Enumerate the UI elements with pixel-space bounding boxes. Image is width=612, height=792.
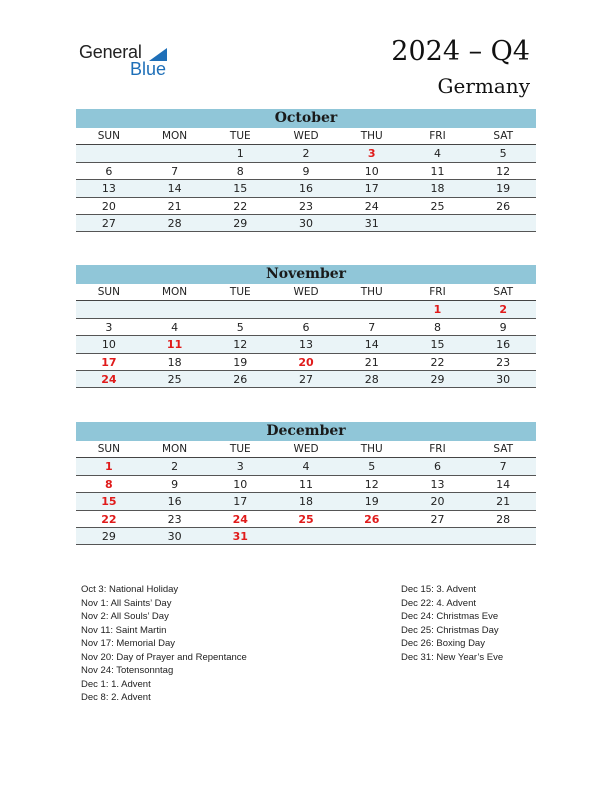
weekday-label: MON [161,286,188,298]
day-cell: 7 [499,460,507,474]
weekday-label: MON [161,130,188,142]
weekday-label: WED [293,443,319,455]
day-cell: 29 [233,216,248,230]
week-row [76,319,536,336]
day-cell: 3 [105,320,113,334]
day-cell: 26 [496,199,511,213]
holiday-note: Nov 11: Saint Martin [81,624,167,636]
day-cell [273,301,339,317]
day-cell: 2 [171,460,179,474]
day-cell: 24 [364,199,379,213]
week-row [76,198,536,215]
month-december [76,422,536,545]
day-cell [207,301,273,317]
day-cell: 5 [236,320,244,334]
day-cell: 7 [368,320,376,334]
week-row [76,336,536,353]
day-cell: 30 [496,372,511,386]
week-row [76,163,536,180]
generalblue-logo [79,42,179,82]
day-cell: 15 [233,182,248,196]
holiday-day-cell: 25 [298,512,314,526]
day-cell: 18 [299,495,314,509]
day-cell: 27 [430,512,445,526]
day-cell: 12 [364,477,379,491]
day-cell [339,528,405,544]
day-cell: 30 [299,216,314,230]
day-cell: 5 [368,460,376,474]
day-cell: 11 [430,164,445,178]
day-cell: 19 [496,182,511,196]
day-cell: 9 [302,164,310,178]
weekday-label: FRI [429,286,446,298]
day-cell: 10 [364,164,379,178]
holiday-note: Nov 2: All Souls’ Day [81,611,169,622]
country-name: Germany [437,74,530,98]
day-cell: 7 [171,164,179,178]
day-cell: 6 [302,320,310,334]
weekday-label: FRI [429,130,446,142]
week-row [76,215,536,232]
holiday-note: Dec 1: 1. Advent [81,678,151,690]
day-cell: 25 [430,199,445,213]
day-cell: 4 [302,460,310,474]
day-cell: 13 [430,477,445,491]
holiday-note: Dec 26: Boxing Day [401,638,485,649]
holiday-note: Nov 17: Memorial Day [81,638,175,649]
day-cell: 12 [496,164,511,178]
month-october [76,109,536,232]
day-cell [142,301,208,317]
day-cell [76,301,142,317]
day-cell: 16 [496,338,511,352]
day-cell: 21 [167,199,182,213]
weekday-label: MON [161,443,188,455]
holiday-note: Nov 1: All Saints’ Day [81,597,172,609]
weekday-label: SAT [493,130,513,142]
week-row [76,371,536,388]
holiday-day-cell: 17 [101,355,117,369]
day-cell: 14 [167,182,182,196]
day-cell: 1 [236,147,244,161]
weekday-label: TUE [229,130,251,142]
day-cell: 20 [101,199,116,213]
weekday-label: THU [360,286,383,298]
day-cell [405,528,471,544]
week-row [76,476,536,493]
day-cell: 4 [433,147,441,161]
week-row [76,301,536,318]
weekday-label: SAT [493,286,513,298]
day-cell: 21 [364,355,379,369]
weekday-label: SUN [97,443,120,455]
day-cell: 26 [233,372,248,386]
day-cell: 22 [430,355,445,369]
weekday-label: THU [360,130,383,142]
day-cell: 16 [299,182,314,196]
holiday-day-cell: 3 [367,147,376,161]
day-cell: 17 [364,182,379,196]
day-cell [405,215,471,231]
day-cell: 23 [496,355,511,369]
holiday-day-cell: 20 [298,355,314,369]
day-cell: 27 [299,372,314,386]
holiday-note: Oct 3: National Holiday [81,584,179,595]
holiday-day-cell: 22 [101,512,117,526]
holiday-note: Dec 31: New Year’s Eve [401,651,504,663]
day-cell [76,145,142,161]
week-row [76,180,536,197]
day-cell: 19 [364,495,379,509]
holiday-day-cell: 24 [101,372,117,386]
weekday-label: SUN [97,286,120,298]
day-cell: 6 [105,164,113,178]
month-title: November [76,265,536,284]
weekday-label: SUN [97,130,120,142]
day-cell: 9 [171,477,179,491]
day-cell: 10 [233,477,248,491]
day-cell [273,528,339,544]
day-cell: 9 [499,320,507,334]
holiday-day-cell: 31 [232,529,248,543]
week-row [76,511,536,528]
holiday-day-cell: 26 [364,512,380,526]
holiday-notes-left [81,583,247,705]
weekday-label: TUE [229,443,251,455]
day-cell: 17 [233,495,248,509]
day-cell: 31 [364,216,379,230]
day-cell: 20 [430,495,445,509]
day-cell: 14 [364,338,379,352]
day-cell: 8 [433,320,441,334]
day-cell: 23 [299,199,314,213]
day-cell: 30 [167,529,182,543]
month-november [76,265,536,388]
day-cell: 6 [433,460,441,474]
day-cell: 2 [302,147,310,161]
holiday-note: Dec 15: 3. Advent [401,584,476,595]
week-row [76,458,536,475]
day-cell: 22 [233,199,248,213]
day-cell: 29 [101,529,116,543]
weekday-label: WED [293,130,319,142]
holiday-day-cell: 8 [105,477,113,491]
weekday-label: THU [360,443,383,455]
day-cell: 13 [299,338,314,352]
day-cell: 10 [101,338,116,352]
weekday-header-row [76,441,536,458]
day-cell: 16 [167,495,182,509]
week-row [76,493,536,510]
day-cell: 8 [236,164,244,178]
holiday-note: Nov 20: Day of Prayer and Repentance [81,651,247,663]
weekday-header-row [76,128,536,145]
week-row [76,145,536,162]
day-cell: 28 [364,372,379,386]
holiday-day-cell: 1 [433,303,442,317]
day-cell: 18 [167,355,182,369]
weekday-label: WED [293,286,319,298]
day-cell: 21 [496,495,511,509]
holiday-note: Dec 25: Christmas Day [401,624,499,636]
week-row [76,528,536,545]
holiday-day-cell: 1 [105,460,113,474]
day-cell: 27 [101,216,116,230]
day-cell: 28 [496,512,511,526]
weekday-label: SAT [493,443,513,455]
holiday-notes-right [401,583,503,664]
day-cell: 18 [430,182,445,196]
weekday-label: TUE [229,286,251,298]
month-title: December [76,422,536,441]
holiday-note: Nov 24: Totensonntag [81,665,174,676]
day-cell: 14 [496,477,511,491]
weekday-header-row [76,284,536,301]
day-cell: 19 [233,355,248,369]
day-cell: 11 [299,477,314,491]
day-cell: 13 [101,182,116,196]
month-title: October [76,109,536,128]
holiday-note: Dec 8: 2. Advent [81,692,151,703]
day-cell: 12 [233,338,248,352]
day-cell: 23 [167,512,182,526]
holiday-note: Dec 24: Christmas Eve [401,611,499,622]
day-cell: 25 [167,372,182,386]
day-cell [470,215,536,231]
day-cell: 15 [430,338,445,352]
holiday-note: Dec 22: 4. Advent [401,597,476,609]
day-cell: 4 [171,320,179,334]
weekday-label: FRI [429,443,446,455]
holiday-day-cell: 15 [101,495,117,509]
day-cell: 29 [430,372,445,386]
day-cell [142,145,208,161]
day-cell: 28 [167,216,182,230]
page-title: 2024 – Q4 [391,36,530,67]
holiday-day-cell: 2 [499,303,507,317]
holiday-day-cell: 24 [232,512,248,526]
logo-blue-text: Blue [130,59,167,79]
day-cell: 3 [236,460,244,474]
week-row [76,354,536,371]
holiday-day-cell: 11 [166,338,183,352]
day-cell [339,301,405,317]
logo-general-text: General [79,42,142,62]
day-cell: 5 [499,147,507,161]
day-cell [470,528,536,544]
